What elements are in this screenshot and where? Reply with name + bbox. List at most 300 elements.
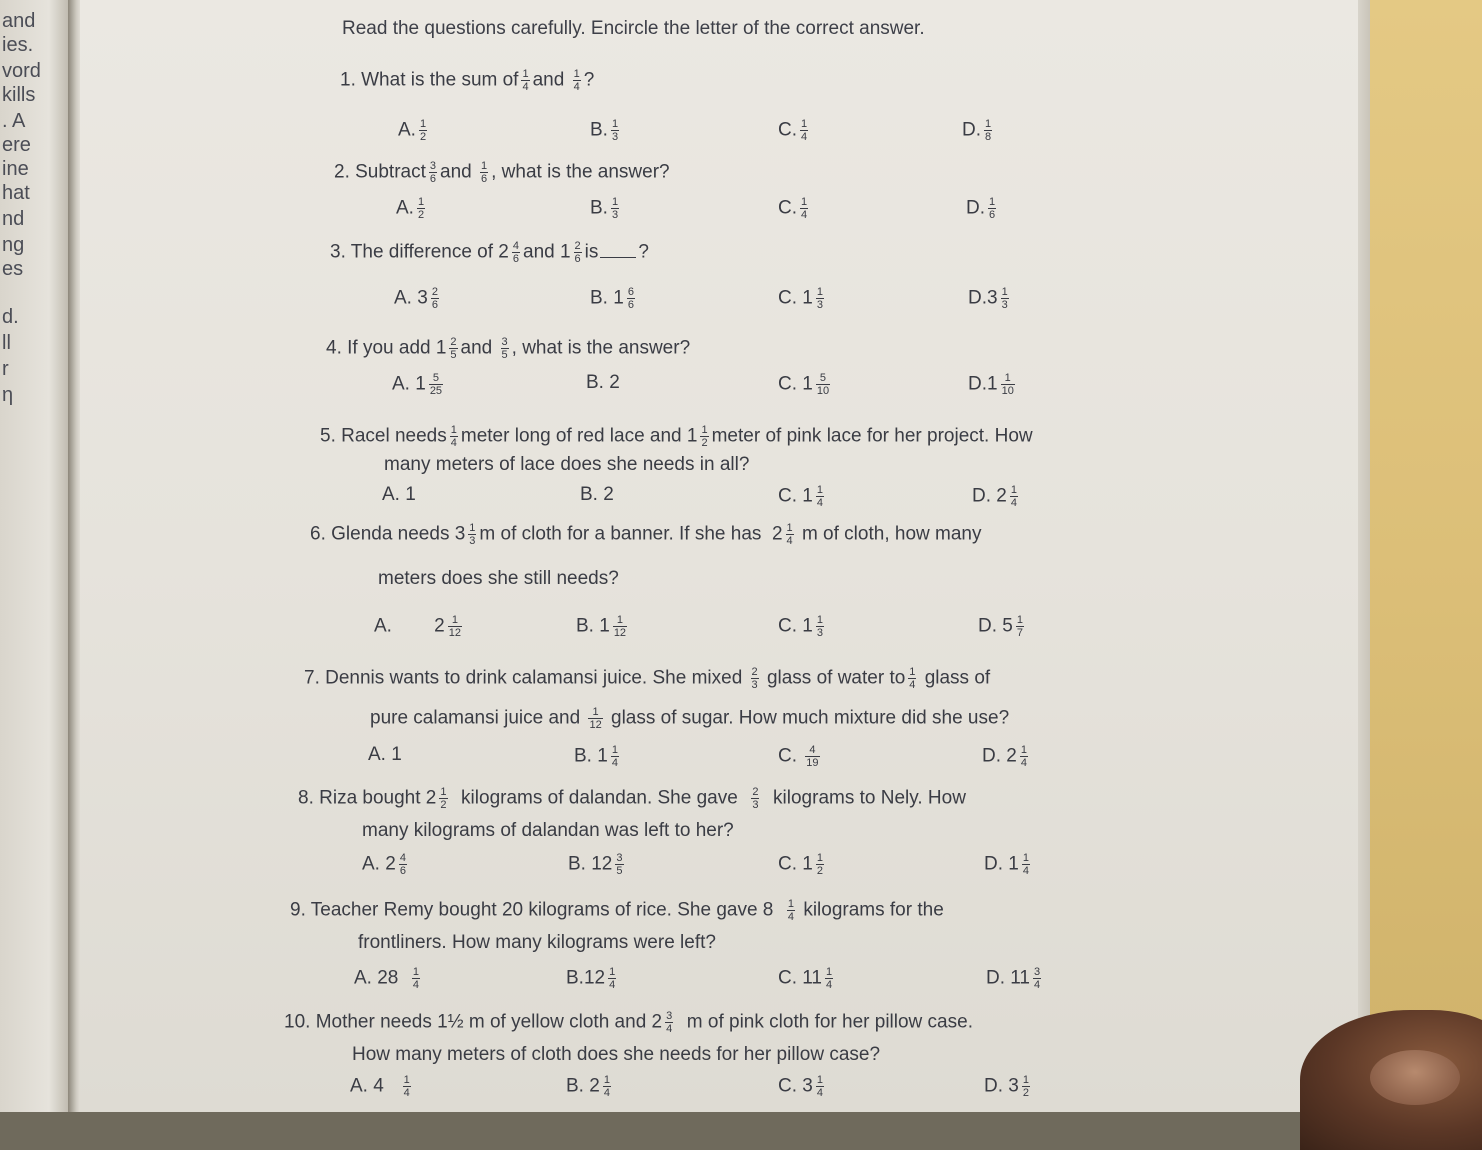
fraction <box>816 286 824 311</box>
denominator: 4 <box>801 209 808 221</box>
numerator: 1 <box>613 614 627 627</box>
text-run: glass of water to <box>761 667 906 689</box>
text-run: 9. Teacher Remy bought 20 kilograms of rice. She gave 8 <box>290 899 784 921</box>
left-page-text: vord <box>2 60 41 82</box>
left-page-text: ere <box>2 134 31 156</box>
fraction <box>1016 614 1024 639</box>
text-run: 10. Mother needs 1½ m of yellow cloth and 2 <box>284 1011 663 1033</box>
denominator: 12 <box>613 627 627 639</box>
thumbnail-photo <box>1370 1050 1460 1105</box>
numerator: 1 <box>603 1074 610 1086</box>
fraction <box>786 522 794 547</box>
denominator: 3 <box>752 799 759 811</box>
numerator: 1 <box>403 1074 410 1086</box>
fraction <box>419 118 427 143</box>
fraction <box>480 160 488 185</box>
text-run: A. 2 <box>362 853 396 875</box>
text-run: 1. What is the sum of <box>340 69 519 91</box>
question-2 <box>334 160 670 185</box>
left-page-text: es <box>2 258 24 280</box>
numerator: 1 <box>573 68 580 80</box>
fraction <box>816 1074 824 1099</box>
fraction <box>399 852 407 877</box>
fraction <box>800 196 808 221</box>
fraction <box>611 744 619 769</box>
numerator: 1 <box>588 706 602 719</box>
answer-choice-b[interactable] <box>574 744 622 769</box>
denominator: 6 <box>481 173 488 185</box>
denominator: 25 <box>429 385 443 397</box>
denominator: 3 <box>816 299 823 311</box>
text-run: C. 1 <box>778 373 813 395</box>
text-run: C. 1 <box>778 485 813 507</box>
left-page-text: nd <box>2 208 25 230</box>
answer-choice-d[interactable] <box>984 1074 1033 1099</box>
answer-choice-a[interactable] <box>382 484 416 506</box>
denominator: 6 <box>431 299 438 311</box>
fraction <box>816 372 830 397</box>
fraction <box>1001 286 1009 311</box>
text-run: kilograms of dalandan. She gave <box>450 787 749 809</box>
denominator: 2 <box>440 799 447 811</box>
denominator: 4 <box>403 1087 410 1099</box>
answer-choice-c[interactable] <box>778 484 827 509</box>
fraction <box>429 160 437 185</box>
denominator: 4 <box>826 979 833 991</box>
numerator: 1 <box>909 666 916 678</box>
numerator: 1 <box>1001 286 1008 298</box>
answer-choice-c[interactable] <box>778 286 827 311</box>
text-run: D. 2 <box>982 745 1017 767</box>
answer-choice-c[interactable] <box>778 1074 827 1099</box>
left-page-text: ies. <box>2 34 34 56</box>
answer-choice-d[interactable] <box>984 852 1033 877</box>
text-run: C. 11 <box>778 967 823 989</box>
left-page-text: and <box>2 10 36 32</box>
text-run: C. <box>778 197 797 219</box>
denominator: 6 <box>512 253 519 265</box>
numerator: 1 <box>701 424 708 436</box>
answer-choice-b[interactable] <box>590 286 638 311</box>
answer-choice-b[interactable] <box>586 372 620 394</box>
answer-choice-c[interactable] <box>778 744 823 769</box>
left-page-text: ng <box>2 234 25 256</box>
fraction <box>611 196 619 221</box>
question-10 <box>284 1010 973 1035</box>
numerator: 5 <box>816 372 830 385</box>
left-page-text: kills <box>2 84 36 106</box>
answer-choice-d[interactable] <box>966 196 999 221</box>
fraction <box>751 786 759 811</box>
denominator: 19 <box>806 757 819 769</box>
denominator: 4 <box>522 81 529 93</box>
denominator: 4 <box>816 497 823 509</box>
text-run: m of pink cloth for her pillow case. <box>676 1011 973 1033</box>
question-5 <box>320 424 1033 449</box>
answer-choice-a[interactable] <box>398 118 430 143</box>
text-run: C. 1 <box>778 853 813 875</box>
text-run: and 1 <box>523 241 571 263</box>
text-run: ? <box>583 69 595 91</box>
text-run: pure calamansi juice and <box>370 707 586 729</box>
denominator: 7 <box>1016 627 1023 639</box>
fraction <box>627 286 635 311</box>
numerator: 1 <box>419 118 427 130</box>
denominator: 10 <box>816 385 830 397</box>
left-page-text: η <box>2 384 14 406</box>
fraction <box>665 1010 673 1035</box>
answer-choice-c[interactable] <box>778 372 833 397</box>
fraction <box>1010 484 1018 509</box>
denominator: 2 <box>1022 1087 1029 1099</box>
answer-choice-a[interactable] <box>368 744 402 766</box>
text-run: B. 2 <box>586 372 620 393</box>
denominator: 10 <box>1001 385 1014 397</box>
question-10-continuation: How many meters of cloth does she needs for her pillow case? <box>352 1044 881 1065</box>
answer-choice-a[interactable] <box>394 286 442 311</box>
denominator: 6 <box>399 865 406 877</box>
denominator: 6 <box>429 173 437 185</box>
denominator: 4 <box>603 1087 610 1099</box>
fraction <box>521 68 529 93</box>
fraction <box>417 196 425 221</box>
fraction <box>816 614 824 639</box>
numerator: 4 <box>805 744 819 757</box>
text-run: A. <box>396 197 414 219</box>
text-run: C. <box>778 119 797 141</box>
answer-choice-a[interactable] <box>354 966 423 991</box>
question-8-continuation: many kilograms of dalandan was left to her? <box>362 820 734 841</box>
denominator: 8 <box>985 131 992 143</box>
text-run: D. <box>962 119 981 141</box>
denominator: 4 <box>666 1023 673 1035</box>
fraction <box>468 522 476 547</box>
denominator: 3 <box>1001 299 1008 311</box>
text-run: m of cloth, how many <box>796 523 982 545</box>
text-run: A. 1 <box>392 373 426 395</box>
question-8 <box>298 786 966 811</box>
denominator: 3 <box>611 209 619 221</box>
fraction <box>611 118 619 143</box>
text-run: D. 1 <box>984 853 1019 875</box>
text-run: 3. The difference of 2 <box>330 241 509 263</box>
numerator: 2 <box>751 666 758 678</box>
text-run: and <box>440 161 477 183</box>
question-6-continuation: meters does she still needs? <box>378 568 619 589</box>
fraction <box>908 666 916 691</box>
fraction <box>988 196 996 221</box>
numerator: 4 <box>512 240 519 252</box>
numerator: 1 <box>1010 484 1017 496</box>
question-3 <box>330 240 649 265</box>
numerator: 1 <box>816 1074 823 1086</box>
text-run: 4. If you add 1 <box>326 337 447 359</box>
fraction <box>448 614 462 639</box>
numerator: 2 <box>752 786 759 798</box>
denominator: 2 <box>417 209 425 221</box>
text-run: 8. Riza bought 2 <box>298 787 437 809</box>
fraction <box>825 966 833 991</box>
denominator: 2 <box>419 131 427 143</box>
numerator: 1 <box>611 196 619 208</box>
numerator: 1 <box>787 898 795 910</box>
text-run: B. <box>590 197 608 219</box>
answer-blank <box>600 257 636 258</box>
numerator: 1 <box>985 118 992 130</box>
numerator: 1 <box>469 522 476 534</box>
question-7 <box>304 666 990 691</box>
text-run: A. 1 <box>382 484 416 505</box>
numerator: 1 <box>816 852 823 864</box>
denominator: 6 <box>989 209 996 221</box>
text-run: B. 1 <box>576 615 610 637</box>
denominator: 5 <box>450 349 457 361</box>
denominator: 4 <box>1020 757 1027 769</box>
question-1 <box>340 68 594 93</box>
fraction <box>439 786 447 811</box>
question-9-continuation: frontliners. How many kilograms were left? <box>358 932 716 953</box>
fraction <box>816 852 824 877</box>
fraction <box>603 1074 611 1099</box>
fraction <box>431 286 439 311</box>
text-run: is <box>584 241 599 263</box>
left-page-text: ll <box>2 332 11 354</box>
denominator: 4 <box>1034 979 1041 991</box>
answer-choice-d[interactable] <box>972 484 1021 509</box>
denominator: 4 <box>1022 865 1029 877</box>
text-run: D.1 <box>968 373 998 395</box>
fraction <box>573 68 581 93</box>
numerator: 1 <box>786 522 793 534</box>
text-run: ? <box>638 241 649 263</box>
text-run: kilograms for the <box>798 899 944 921</box>
numerator: 3 <box>1034 966 1041 978</box>
text-run: glass of <box>919 667 991 689</box>
left-page-text: ine <box>2 158 29 180</box>
fraction <box>412 966 420 991</box>
fraction <box>429 372 443 397</box>
denominator: 4 <box>786 535 793 547</box>
answer-choice-c[interactable] <box>778 118 811 143</box>
answer-choice-b[interactable] <box>576 614 630 639</box>
answer-choice-d[interactable] <box>968 286 1012 311</box>
answer-choice-a[interactable] <box>350 1074 414 1099</box>
text-run: A. 2 <box>374 615 445 637</box>
text-run: meter long of red lace and 1 <box>460 425 698 447</box>
fraction <box>449 336 457 361</box>
text-run: A. <box>398 119 416 141</box>
fraction <box>501 336 509 361</box>
numerator: 1 <box>450 424 457 436</box>
answer-choice-c[interactable] <box>778 852 827 877</box>
denominator: 12 <box>589 719 602 731</box>
numerator: 1 <box>611 744 618 756</box>
fraction <box>1001 372 1015 397</box>
numerator: 1 <box>826 966 833 978</box>
text-run: B. 2 <box>580 484 614 505</box>
text-run: B. 1 <box>590 287 624 309</box>
numerator: 1 <box>1022 1074 1029 1086</box>
numerator: 1 <box>1001 372 1015 385</box>
fraction <box>805 744 819 769</box>
numerator: 1 <box>816 614 823 626</box>
denominator: 4 <box>1010 497 1017 509</box>
denominator: 2 <box>701 437 708 449</box>
numerator: 3 <box>666 1010 673 1022</box>
answer-choice-d[interactable] <box>968 372 1018 397</box>
denominator: 4 <box>412 979 420 991</box>
left-page-text: r <box>2 358 9 380</box>
answer-choice-a[interactable] <box>392 372 446 397</box>
question-9 <box>290 898 944 923</box>
denominator: 5 <box>616 865 623 877</box>
text-run: D. 11 <box>986 967 1031 989</box>
answer-choice-c[interactable] <box>778 966 836 991</box>
fraction <box>613 614 627 639</box>
fraction <box>1033 966 1041 991</box>
text-run: A. 3 <box>394 287 428 309</box>
numerator: 1 <box>989 196 996 208</box>
left-page-text: hat <box>2 182 30 204</box>
numerator: 1 <box>801 118 808 130</box>
text-run: B. 2 <box>566 1075 600 1097</box>
answer-choice-b[interactable] <box>566 1074 614 1099</box>
text-run: D.3 <box>968 287 998 309</box>
text-run: C. 3 <box>778 1075 813 1097</box>
numerator: 1 <box>481 160 488 172</box>
answer-choice-a[interactable] <box>374 614 465 639</box>
answer-choice-d[interactable] <box>962 118 995 143</box>
fraction <box>751 666 759 691</box>
fraction <box>800 118 808 143</box>
text-run: kilograms to Nely. How <box>762 787 966 809</box>
fraction <box>403 1074 411 1099</box>
text-run: D. <box>966 197 985 219</box>
fraction <box>1022 852 1030 877</box>
fraction <box>787 898 795 923</box>
text-run: D. 5 <box>978 615 1013 637</box>
denominator: 4 <box>609 979 616 991</box>
denominator: 6 <box>574 253 581 265</box>
denominator: 4 <box>450 437 457 449</box>
numerator: 1 <box>1016 614 1023 626</box>
denominator: 4 <box>573 81 580 93</box>
left-page-text: d. <box>2 306 19 328</box>
text-run: B. 12 <box>568 853 613 875</box>
question-4 <box>326 336 690 361</box>
numerator: 5 <box>429 372 443 385</box>
text-run: and <box>532 69 570 91</box>
denominator: 5 <box>501 349 508 361</box>
denominator: 4 <box>801 131 808 143</box>
text-run: D. 3 <box>984 1075 1019 1097</box>
answer-choice-c[interactable] <box>778 196 811 221</box>
numerator: 1 <box>611 118 619 130</box>
numerator: 1 <box>801 196 808 208</box>
numerator: 1 <box>1020 744 1027 756</box>
question-5-continuation: many meters of lace does she needs in all? <box>384 454 750 475</box>
worksheet-page <box>80 0 1370 1112</box>
text-run: D. 2 <box>972 485 1007 507</box>
numerator: 6 <box>627 286 634 298</box>
denominator: 3 <box>751 679 758 691</box>
fraction <box>588 706 602 731</box>
text-run: A. 1 <box>368 744 402 765</box>
fraction <box>450 424 458 449</box>
answer-choice-b[interactable] <box>590 118 622 143</box>
denominator: 6 <box>627 299 634 311</box>
text-run: 5. Racel needs <box>320 425 447 447</box>
answer-choice-d[interactable] <box>978 614 1027 639</box>
fraction <box>700 424 708 449</box>
denominator: 3 <box>816 627 823 639</box>
text-run: C. 1 <box>778 615 813 637</box>
text-run: meter of pink lace for her project. How <box>711 425 1033 447</box>
numerator: 3 <box>616 852 623 864</box>
denominator: 4 <box>816 1087 823 1099</box>
answer-choice-a[interactable] <box>362 852 410 877</box>
text-run: A. 4 <box>350 1075 400 1097</box>
answer-choice-b[interactable] <box>568 852 627 877</box>
question-6 <box>310 522 981 547</box>
fraction <box>984 118 992 143</box>
numerator: 1 <box>440 786 447 798</box>
numerator: 3 <box>429 160 437 172</box>
fraction <box>615 852 623 877</box>
numerator: 1 <box>448 614 462 627</box>
fraction <box>608 966 616 991</box>
left-page-edge <box>0 0 70 1112</box>
fraction <box>1022 1074 1030 1099</box>
answer-choice-c[interactable] <box>778 614 827 639</box>
numerator: 1 <box>816 484 823 496</box>
numerator: 2 <box>450 336 457 348</box>
denominator: 3 <box>611 131 619 143</box>
numerator: 3 <box>501 336 508 348</box>
text-run: A. 28 <box>354 967 409 989</box>
text-run: glass of sugar. How much mixture did she use? <box>605 707 1010 729</box>
answer-choice-d[interactable] <box>982 744 1031 769</box>
denominator: 2 <box>816 865 823 877</box>
denominator: 4 <box>787 911 795 923</box>
numerator: 1 <box>1022 852 1029 864</box>
text-run: C. <box>778 745 803 767</box>
text-run: 6. Glenda needs 3 <box>310 523 466 545</box>
numerator: 2 <box>431 286 438 298</box>
text-run: , what is the answer? <box>491 161 670 183</box>
text-run: m of cloth for a banner. If she has 2 <box>479 523 783 545</box>
answer-choice-b[interactable] <box>590 196 622 221</box>
text-run: C. 1 <box>778 287 813 309</box>
denominator: 3 <box>469 535 476 547</box>
denominator: 4 <box>909 679 916 691</box>
fraction <box>816 484 824 509</box>
answer-choice-b[interactable] <box>566 966 619 991</box>
text-run: B. <box>590 119 608 141</box>
fraction <box>512 240 520 265</box>
question-7-continuation <box>370 706 1009 731</box>
denominator: 4 <box>611 757 618 769</box>
fraction <box>1020 744 1028 769</box>
instructions: Read the questions carefully. Encircle the letter of the correct answer. <box>342 18 925 39</box>
numerator: 2 <box>574 240 581 252</box>
left-page-text: . A <box>2 110 26 132</box>
answer-choice-b[interactable] <box>580 484 614 506</box>
answer-choice-a[interactable] <box>396 196 428 221</box>
numerator: 4 <box>399 852 406 864</box>
numerator: 1 <box>522 68 529 80</box>
answer-choice-d[interactable] <box>986 966 1044 991</box>
